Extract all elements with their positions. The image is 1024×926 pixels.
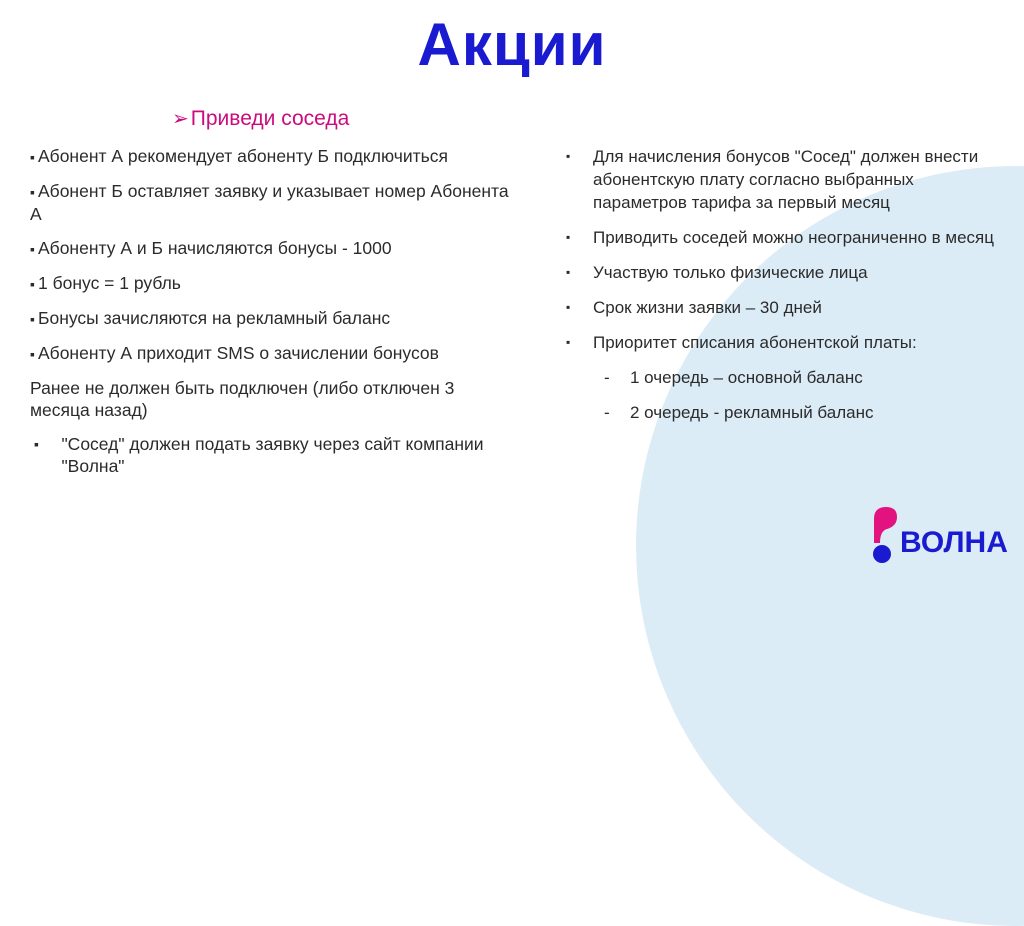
list-item xyxy=(560,145,1000,214)
square-bullet-icon: ▪ xyxy=(566,300,571,314)
list-sub-item xyxy=(30,433,510,477)
list-item xyxy=(30,342,510,365)
list-item-text: Приводить соседей можно неограниченно в месяц xyxy=(593,228,994,247)
list-item xyxy=(560,331,1000,354)
list-item xyxy=(30,307,510,330)
square-bullet-icon: ▪ xyxy=(566,149,571,163)
list-item-text: Приоритет списания абонентской платы: xyxy=(593,333,917,352)
dash-bullet-icon: - xyxy=(604,403,610,422)
subheading xyxy=(172,106,349,131)
list-item xyxy=(560,261,1000,284)
left-note: Ранее не должен быть подключен (либо отключен 3 месяца назад) xyxy=(30,378,455,420)
left-column xyxy=(30,145,510,477)
list-item xyxy=(30,145,510,168)
square-bullet-icon: ▪ xyxy=(30,276,35,292)
square-bullet-icon: ▪ xyxy=(566,230,571,244)
list-sub-item xyxy=(560,401,1000,424)
right-column xyxy=(560,145,1000,436)
page-title: Акции xyxy=(417,11,607,78)
list-item xyxy=(30,180,510,225)
dash-bullet-icon: - xyxy=(604,368,610,387)
list-item xyxy=(30,237,510,260)
list-item-text: 1 бонус = 1 рубль xyxy=(38,273,181,293)
arrow-bullet-icon: ➢ xyxy=(172,108,189,130)
square-bullet-icon: ▪ xyxy=(30,311,35,327)
list-item xyxy=(560,296,1000,319)
square-bullet-icon: ▪ xyxy=(30,149,35,165)
list-sub-item xyxy=(560,366,1000,389)
logo-wave-icon xyxy=(874,507,897,543)
list-item xyxy=(30,272,510,295)
list-sub-item-text: 2 очередь - рекламный баланс xyxy=(630,403,874,422)
list-sub-item-text: "Сосед" должен подать заявку через сайт компании "Волна" xyxy=(61,434,484,476)
logo-dot-icon xyxy=(873,545,891,563)
list-sub-item-text: 1 очередь – основной баланс xyxy=(630,368,863,387)
subheading-text: Приведи соседа xyxy=(190,107,350,130)
list-item-text: Абоненту А и Б начисляются бонусы - 1000 xyxy=(38,238,392,258)
square-bullet-icon: ▪ xyxy=(30,346,35,362)
square-bullet-icon: ▪ xyxy=(34,436,39,452)
logo-text: ВОЛНА xyxy=(900,526,1008,559)
square-bullet-icon: ▪ xyxy=(30,184,35,200)
list-item xyxy=(560,226,1000,249)
square-bullet-icon: ▪ xyxy=(566,265,571,279)
list-item-text: Абонент Б оставляет заявку и указывает номер Абонента А xyxy=(30,181,509,224)
list-item-text: Абоненту А приходит SMS о зачислении бонусов xyxy=(38,343,439,363)
list-item-text: Для начисления бонусов "Сосед" должен внести абонентскую плату согласно выбранных параметров тарифа за первый месяц xyxy=(593,147,979,212)
square-bullet-icon: ▪ xyxy=(566,335,571,349)
square-bullet-icon: ▪ xyxy=(30,241,35,257)
list-item-text: Бонусы зачисляются на рекламный баланс xyxy=(38,308,391,328)
list-item-text: Срок жизни заявки – 30 дней xyxy=(593,298,822,317)
list-item-text: Абонент А рекомендует абоненту Б подключиться xyxy=(38,146,448,166)
list-item-text: Участвую только физические лица xyxy=(593,263,868,282)
